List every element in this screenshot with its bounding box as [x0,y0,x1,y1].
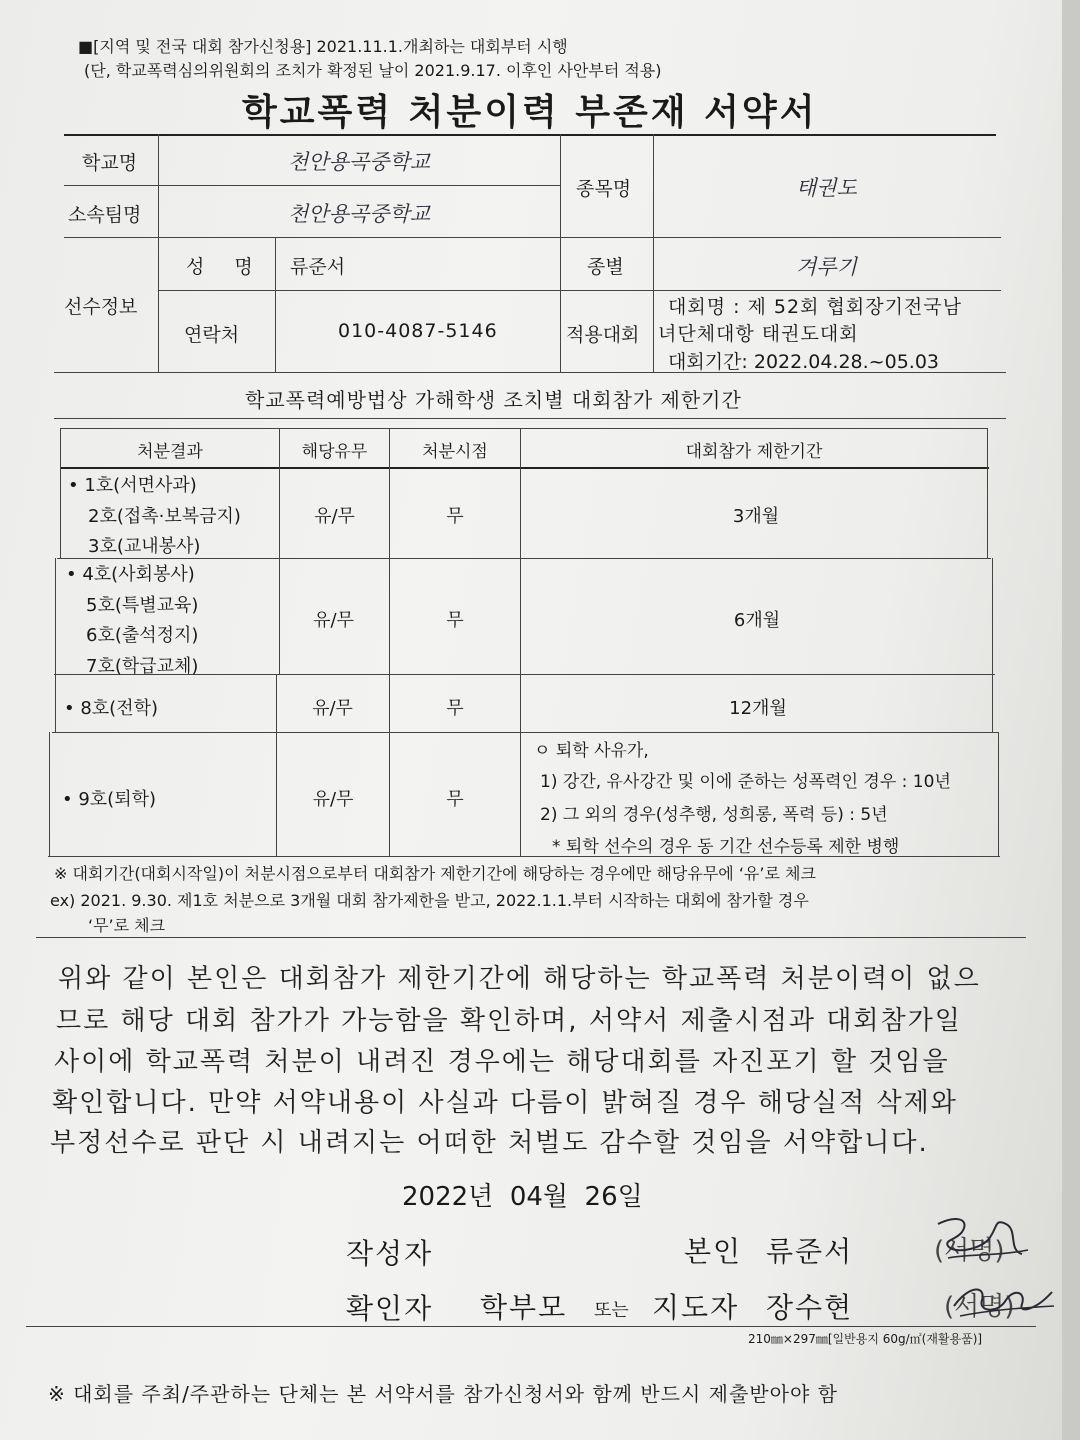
table-col-line [998,732,999,856]
table-col-line [520,428,521,856]
event-value: 겨루기 [796,255,857,279]
name-value: 류준서 [290,256,346,278]
info-col-line [158,134,159,372]
row4-period-line: ㅇ 퇴학 사유가, [534,741,649,761]
table-header-border [60,467,989,469]
pledge-line: 확인합니다. 만약 서약내용이 사실과 다름이 밝혀질 경우 해당실적 삭제와 [52,1088,958,1118]
writer-signature-scribble [918,1210,1038,1270]
table-col-line [55,558,56,732]
table-header-period: 대회참가 제한기간 [685,442,823,462]
confirmer-or: 또는 [594,1300,629,1321]
pledge-line: 므로 해당 대회 참가가 가능함을 확인하며, 서약서 제출시점과 대회참가일 [56,1006,962,1036]
writer-name: 류준서 [766,1235,854,1268]
row4-period-line: 1) 강간, 유사강간 및 이에 준하는 성폭력인 경우 : 10년 [540,772,951,792]
info-col-line [275,237,276,372]
team-value: 천안용곡중학교 [288,202,431,226]
competition-period: 대회기간: 2022.04.28.~05.03 [668,351,939,373]
document-title: 학교폭력 처분이력 부존재 서약서 [242,92,818,133]
confirmer-name: 장수현 [766,1291,854,1324]
table-col-line [60,428,61,558]
row2-item: 5호(특별교육) [86,595,199,616]
event-label: 종별 [587,256,624,278]
row4-period-line: 2) 그 외의 경우(성추행, 성희롱, 폭력 등) : 5년 [540,805,888,825]
writer-label: 작성자 [346,1237,434,1270]
section-divider [54,418,1006,419]
table-header-result: 처분결과 [137,442,203,462]
section-title: 학교폭력예방법상 가해학생 조치별 대회참가 제한기간 [245,388,742,412]
row1-item: 2호(접촉·보복금지) [88,506,241,527]
info-divider [64,237,1001,238]
table-col-line [389,428,390,856]
player-info-label: 선수정보 [64,296,138,318]
row2-applicable: 유/무 [313,610,354,631]
row1-item: 3호(교내봉사) [88,536,201,557]
row3-period: 12개월 [729,698,787,719]
team-label: 소속팀명 [68,204,142,226]
competition-label: 적용대회 [566,324,640,346]
row1-item: • 1호(서면사과) [68,475,197,496]
pledge-line: 사이에 학교폭력 처분이 내려진 경우에는 해당대회를 자진포기 할 것임을 [54,1047,950,1077]
notes-divider [36,937,1026,938]
table-col-line [987,428,988,558]
pledge-date: 2022년 04월 26일 [402,1182,643,1212]
contact-label: 연락처 [184,324,240,346]
row1-applicable: 유/무 [314,506,355,527]
pledge-line: 부정선수로 판단 시 내려지는 어떠한 처벌도 감수할 것임을 서약합니다. [50,1128,929,1158]
note-1: ※ 대회기간(대회시작일)이 처분시점으로부터 대회참가 제한기간에 해당하는 경우에만 해당유무에 ‘유’로 체크 [54,864,816,883]
footer-note: ※ 대회를 주최/주관하는 단체는 본 서약서를 참가신청서와 함께 반드시 제출받아야 함 [48,1382,838,1406]
table-header-timing: 처분시점 [422,442,488,462]
footer-divider [26,1326,1036,1327]
table-row-line [57,558,991,559]
confirmer-role-coach: 지도자 [652,1291,740,1324]
table-col-line [279,428,280,674]
school-value: 천안용곡중학교 [288,150,431,174]
row3-timing: 무 [446,698,464,719]
info-divider [158,290,1001,291]
writer-sign-placeholder: (서명) [934,1236,1005,1266]
row2-item: 7호(학급교체) [86,656,199,677]
school-label: 학교명 [82,152,138,174]
row3-item: • 8호(전학) [64,698,158,719]
info-divider [64,185,560,186]
confirmer-sign-placeholder: (서명) [944,1292,1015,1322]
sport-value: 태권도 [796,176,857,200]
row4-applicable: 유/무 [312,789,354,810]
table-header-applicable: 해당유무 [301,442,368,462]
row2-item: • 4호(사회봉사) [66,564,195,585]
confirmer-label: 확인자 [346,1292,434,1325]
sport-label: 종목명 [576,178,632,200]
competition-name-line2: 녀단체대항 태권도대회 [658,323,859,345]
row2-period: 6개월 [733,610,781,631]
note-2: ex) 2021. 9.30. 제1호 처분으로 3개월 대회 참가제한을 받고, 2022.1.1.부터 시작하는 대회에 참가할 경우 [50,891,809,910]
table-top-border [60,428,987,429]
note-3: ‘무’로 체크 [88,916,166,935]
table-col-line [49,732,50,856]
row3-applicable: 유/무 [312,698,353,719]
row2-timing: 무 [446,610,464,631]
info-col-line [653,134,654,372]
row4-period-line: * 퇴학 선수의 경우 동 기간 선수등록 제한 병행 [552,837,900,857]
contact-value: 010-4087-5146 [338,320,498,342]
paper-spec: 210㎜×297㎜[일반용지 60g/㎡(재활용품)] [748,1332,983,1346]
row1-timing: 무 [446,506,464,527]
info-top-border [64,134,996,136]
table-row-line [52,732,998,733]
row2-item: 6호(출석정지) [86,625,199,646]
pledge-line: 위와 같이 본인은 대회참가 제한기간에 해당하는 학교폭력 처분이력이 없으 [58,964,981,994]
confirmer-signature-scribble [940,1270,1060,1330]
confirmer-role-parent: 학부모 [480,1291,568,1324]
row4-item: • 9호(퇴학) [62,789,156,810]
row4-timing: 무 [446,789,464,810]
row1-period: 3개월 [732,506,780,527]
name-label: 성 명 [186,256,259,278]
notice-line-1: ■[지역 및 전국 대회 참가신청용] 2021.11.1.개최하는 대회부터 시행 [78,37,568,56]
notice-line-2: (단, 학교폭력심의위원회의 조치가 확정된 날이 2021.9.17. 이후인 사안부터 적용) [84,61,662,80]
competition-name-line1: 대회명 : 제 52회 협회장기전국남 [668,296,962,318]
writer-role: 본인 [684,1235,743,1268]
info-col-line [560,134,561,372]
